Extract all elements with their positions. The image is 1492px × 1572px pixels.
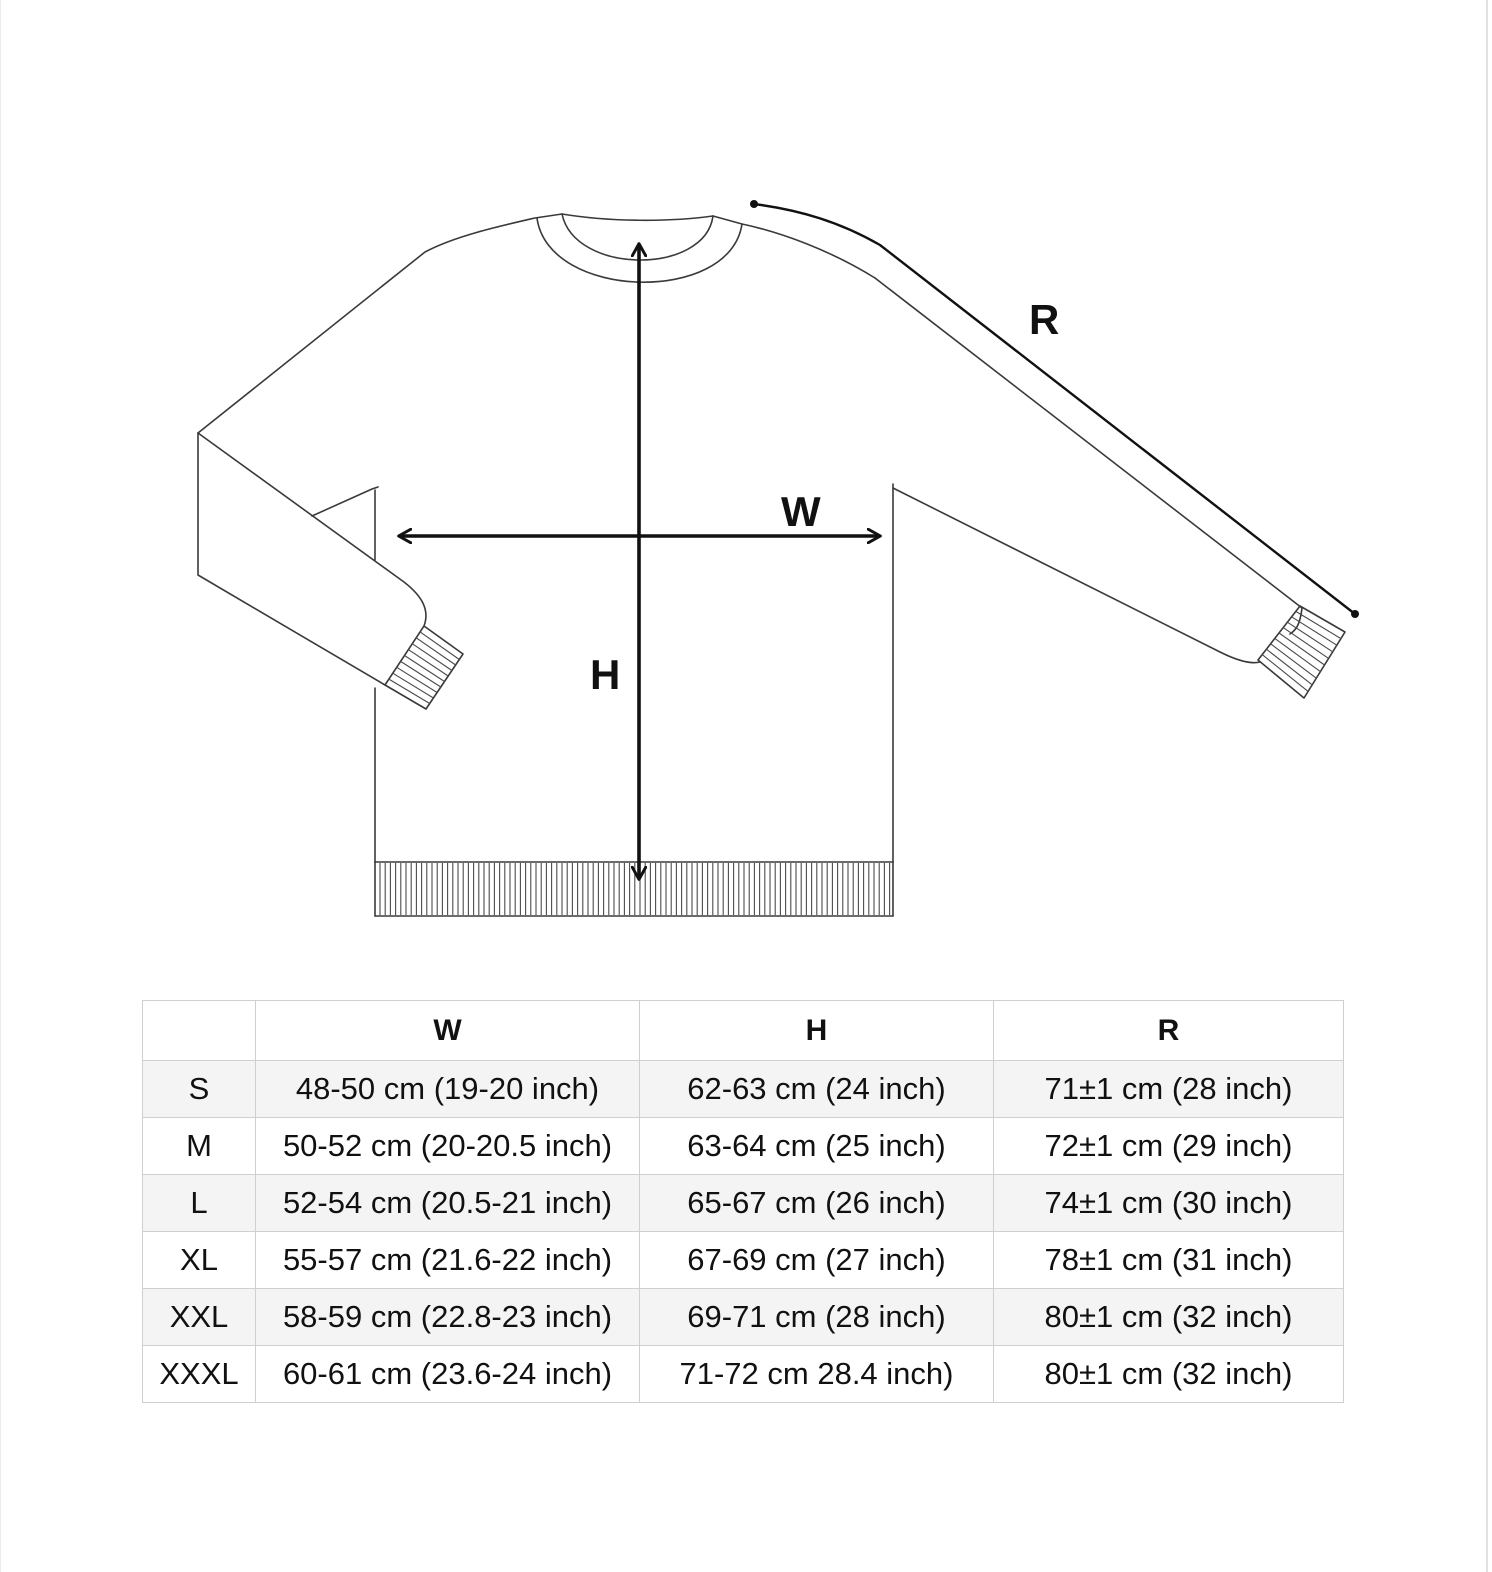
r-cell: 74±1 cm (30 inch) [994,1175,1344,1232]
table-row [143,1118,1344,1175]
size-chart-table [142,1000,1344,1403]
r-cell: 78±1 cm (31 inch) [994,1232,1344,1289]
w-cell: 60-61 cm (23.6-24 inch) [256,1346,640,1403]
r-cell: 72±1 cm (29 inch) [994,1118,1344,1175]
r-cell: 71±1 cm (28 inch) [994,1061,1344,1118]
sweater-outline [198,214,1302,916]
header-w: W [256,1001,640,1061]
size-cell: S [143,1061,256,1118]
label-h: H [590,651,621,698]
hem-ribbing [380,863,890,915]
table-row [143,1346,1344,1403]
right-cuff-rib-line [1279,633,1325,665]
header-size [143,1001,256,1061]
right-cuff-rib-line [1292,617,1337,645]
right-cuff-rib-line [1275,638,1321,671]
left-cuff-rib-line [408,650,448,676]
w-cell: 50-52 cm (20-20.5 inch) [256,1118,640,1175]
right-cuff-rib-line [1271,644,1317,678]
left-cuff [385,626,463,709]
sleeve-measure-start-dot [750,200,758,208]
right-cuff-rib-line [1287,622,1332,652]
header-r: R [994,1001,1344,1061]
h-cell: 69-71 cm (28 inch) [640,1289,994,1346]
r-cell: 80±1 cm (32 inch) [994,1346,1344,1403]
h-cell: 71-72 cm 28.4 inch) [640,1346,994,1403]
table-header-row [143,1001,1344,1061]
w-cell: 52-54 cm (20.5-21 inch) [256,1175,640,1232]
left-cuff-rib-line [416,638,455,665]
size-cell: XXXL [143,1346,256,1403]
header-h: H [640,1001,994,1061]
right-cuff-rib-line [1266,649,1312,685]
right-cuff [1258,606,1345,698]
right-cuff-rib-line [1262,655,1308,692]
table-row [143,1175,1344,1232]
sleeve-measure-end-dot [1351,610,1359,618]
table-row [143,1289,1344,1346]
left-cuff-rib-line [420,632,459,660]
size-cell: XL [143,1232,256,1289]
w-cell: 58-59 cm (22.8-23 inch) [256,1289,640,1346]
table-row [143,1232,1344,1289]
size-cell: XXL [143,1289,256,1346]
left-cuff-rib-line [412,644,452,671]
label-w: W [781,488,821,535]
sleeve-measure-line [754,204,1355,614]
w-cell: 55-57 cm (21.6-22 inch) [256,1232,640,1289]
left-cuff-rib-line [401,661,441,687]
table-row [143,1061,1344,1118]
h-cell: 63-64 cm (25 inch) [640,1118,994,1175]
size-cell: M [143,1118,256,1175]
size-cell: L [143,1175,256,1232]
r-cell: 80±1 cm (32 inch) [994,1289,1344,1346]
right-cuff-rib-line [1283,628,1328,659]
h-cell: 67-69 cm (27 inch) [640,1232,994,1289]
h-cell: 65-67 cm (26 inch) [640,1175,994,1232]
h-cell: 62-63 cm (24 inch) [640,1061,994,1118]
w-cell: 48-50 cm (19-20 inch) [256,1061,640,1118]
label-r: R [1029,296,1060,343]
left-cuff-rib-line [405,656,445,682]
